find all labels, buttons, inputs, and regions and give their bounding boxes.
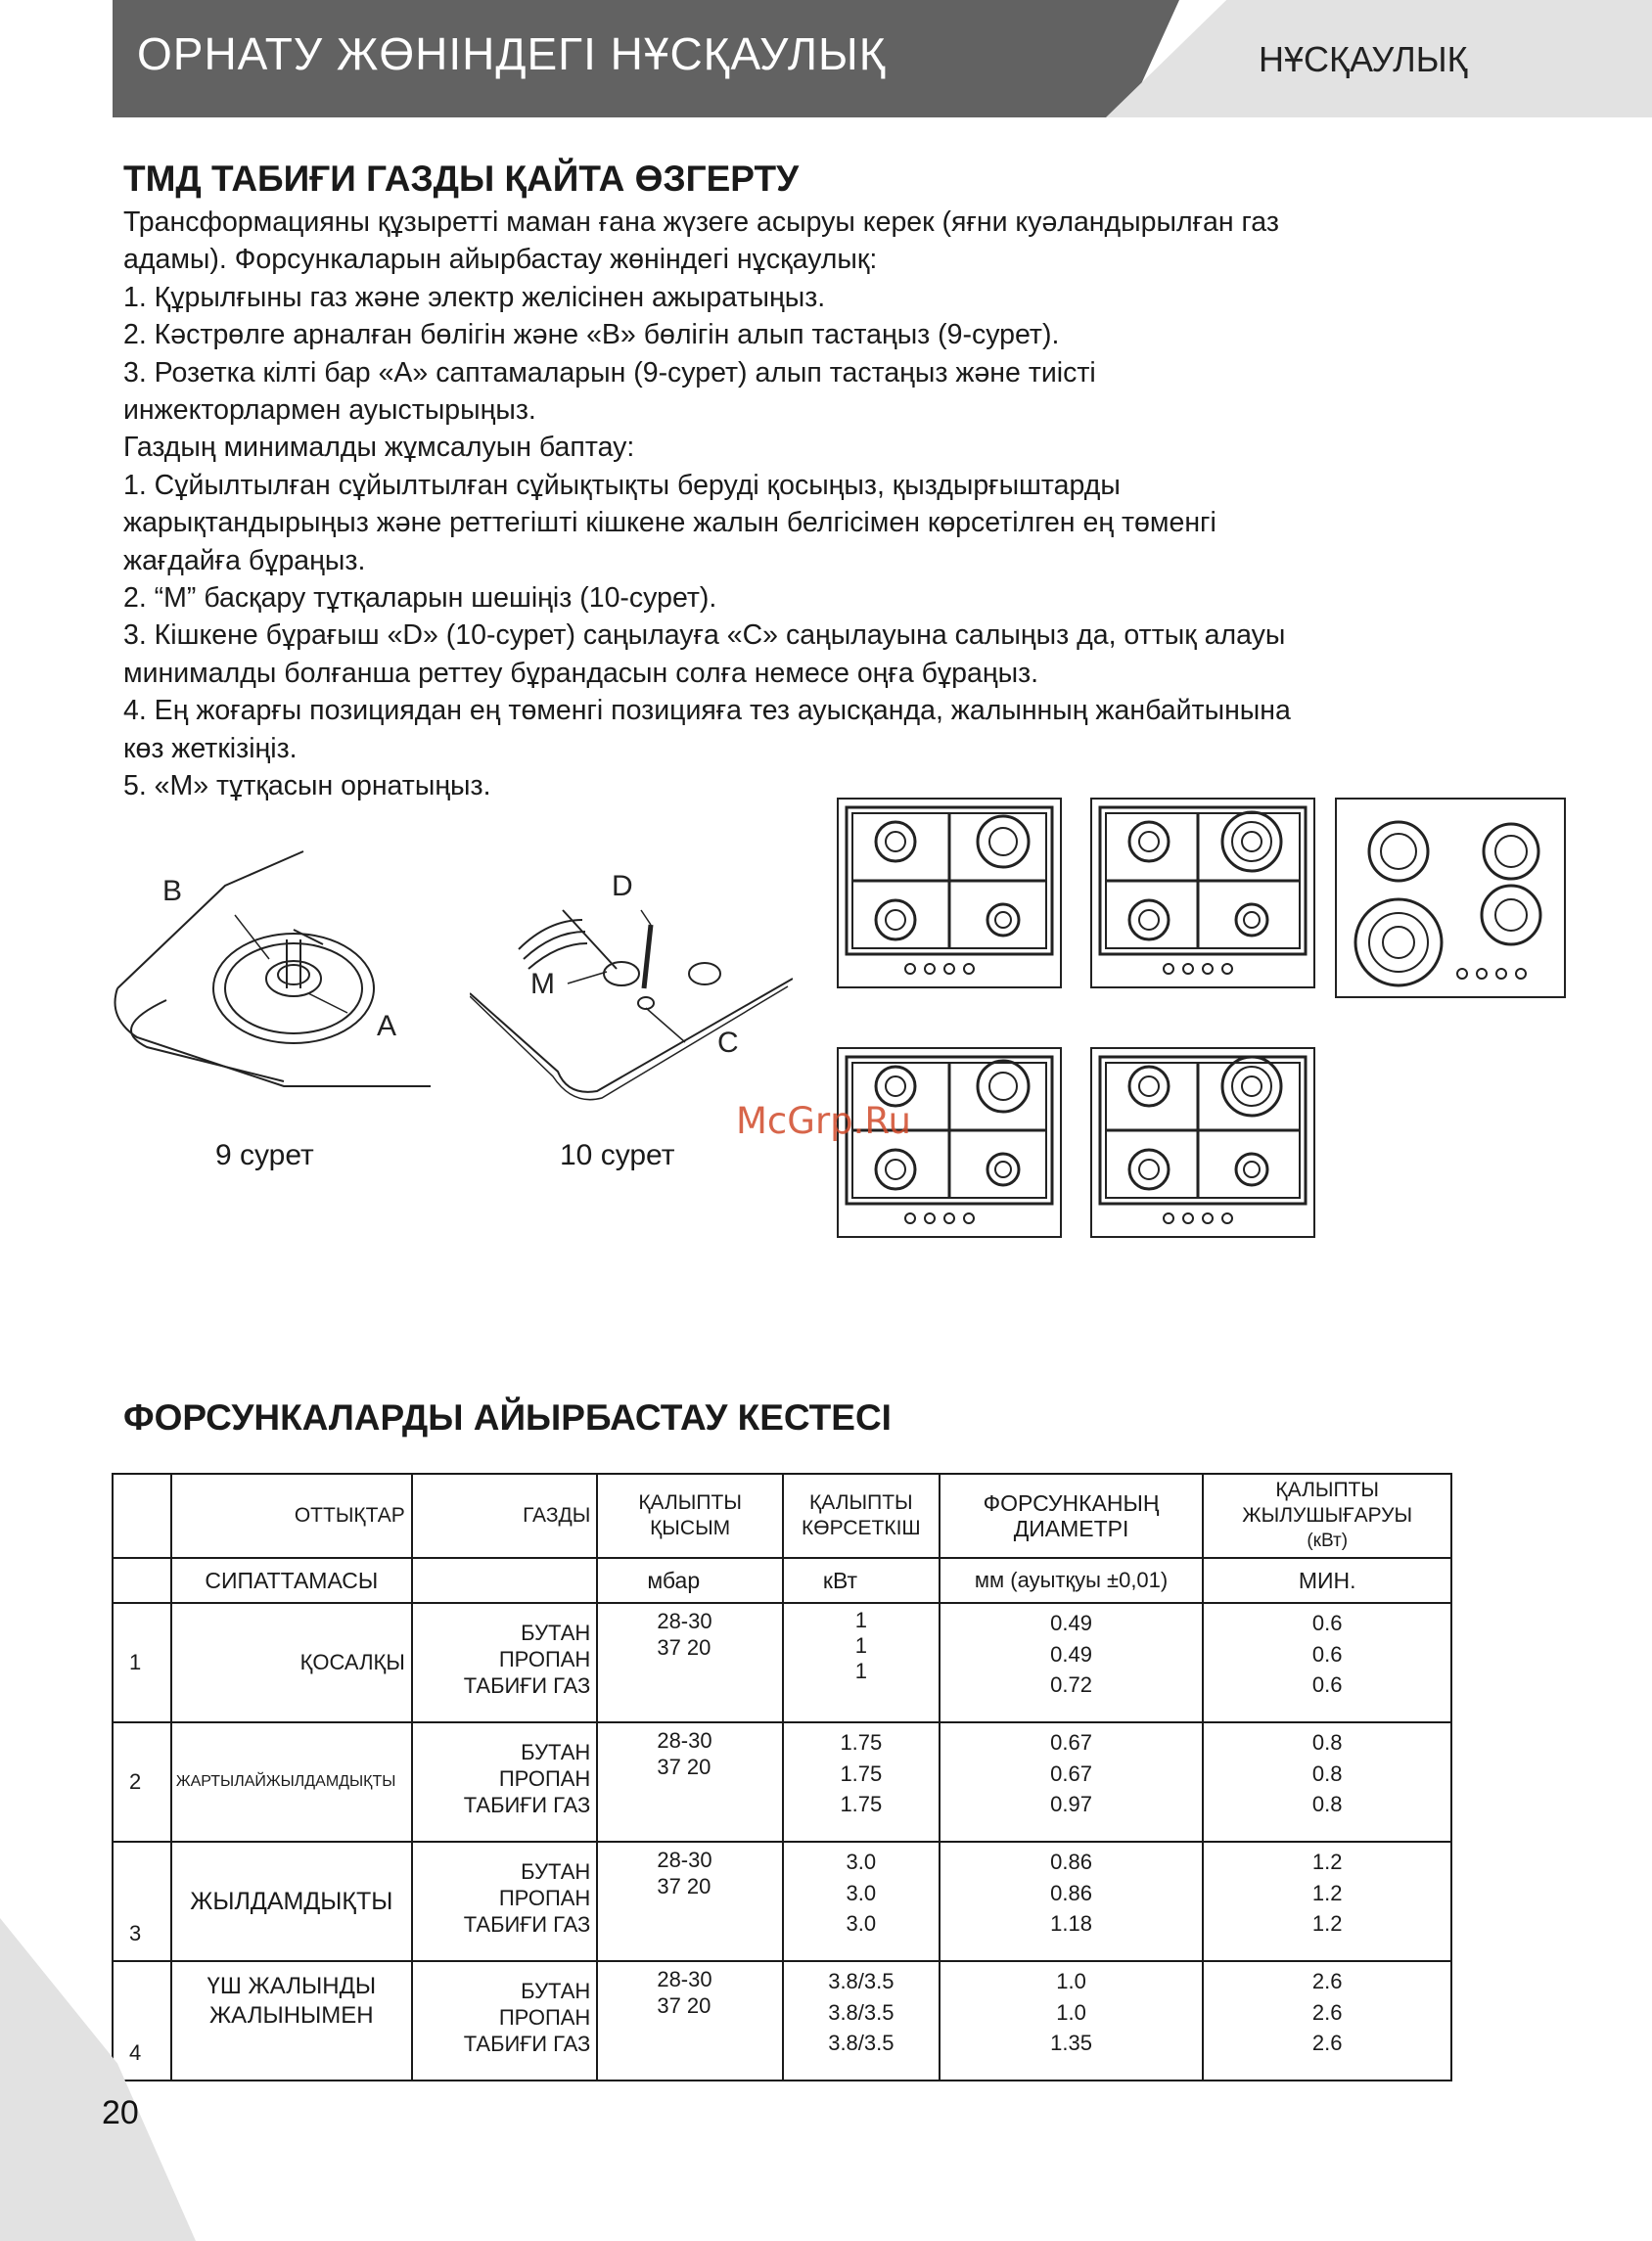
text-line: көз жеткізіңіз.: [123, 732, 298, 764]
table-row: [113, 1961, 1451, 2081]
diameters: 0.86 0.86 1.18: [940, 1842, 1204, 1961]
subheader-blank: [113, 1558, 171, 1603]
section-title-conversion: ТМД ТАБИҒИ ГАЗДЫ ҚАЙТА ӨЗГЕРТУ: [123, 159, 800, 199]
diameters: 0.67 0.67 0.97: [940, 1722, 1204, 1842]
header-title: ОРНАТУ ЖӨНІНДЕГІ НҰСҚАУЛЫҚ: [137, 28, 887, 79]
row-number: 1: [113, 1603, 171, 1722]
pressures: 28-30 37 20: [597, 1722, 783, 1842]
powers: 3.0 3.0 3.0: [783, 1842, 940, 1961]
burner-name: ЖАРТЫЛАЙЖЫЛДАМДЫҚТЫ: [171, 1722, 412, 1842]
text-line: 5. «М» тұтқасын орнатыңыз.: [123, 770, 491, 802]
cooktop-model-4: [837, 1047, 1062, 1238]
header-pressure: ҚАЛЫПТЫ ҚЫСЫМ: [597, 1474, 783, 1558]
powers: 1.75 1.75 1.75: [783, 1722, 940, 1842]
table-subheader-row: [113, 1558, 1451, 1603]
subheader-power-unit: кВт: [783, 1558, 940, 1603]
label-c: C: [717, 1027, 739, 1059]
header-power: ҚАЛЫПТЫ КӨРСЕТКІШ: [783, 1474, 940, 1558]
text-line: 3. Кішкене бұрағыш «D» (10-сурет) саңылауға «С» саңылауына салыңыз да, оттық алауы: [123, 619, 1286, 652]
nozzle-table: [112, 1473, 1452, 2081]
diameters: 1.0 1.0 1.35: [940, 1961, 1204, 2081]
figure-9-caption: 9 сурет: [215, 1139, 314, 1171]
row-number: 3: [113, 1842, 171, 1961]
figure-9-drawing: [108, 842, 431, 1096]
heat-output: 1.2 1.2 1.2: [1203, 1842, 1451, 1961]
header-heat: ҚАЛЫПТЫ ЖЫЛУШЫҒАРУЫ (кВт): [1203, 1474, 1451, 1558]
gas-types: БУТАН ПРОПАН ТАБИҒИ ГАЗ: [412, 1603, 598, 1722]
subheader-spec: СИПАТТАМАСЫ: [171, 1558, 412, 1603]
diameters: 0.49 0.49 0.72: [940, 1603, 1204, 1722]
burner-name: ҚОСАЛҚЫ: [171, 1603, 412, 1722]
label-d: D: [612, 871, 633, 902]
cooktop-model-1: [837, 798, 1062, 988]
heat-output: 2.6 2.6 2.6: [1203, 1961, 1451, 2081]
header-blank: [113, 1474, 171, 1558]
text-line: Газдың минималды жұмсалуын баптау:: [123, 432, 635, 464]
header-burners: ОТТЫҚТАР: [171, 1474, 412, 1558]
table-row: [113, 1603, 1451, 1722]
text-line: 4. Ең жоғарғы позициядан ең төменгі позицияға тез ауысқанда, жалынның жанбайтынына: [123, 695, 1291, 727]
pressures: 28-30 37 20: [597, 1603, 783, 1722]
subheader-pressure-unit: мбар: [597, 1558, 783, 1603]
gas-types: БУТАН ПРОПАН ТАБИҒИ ГАЗ: [412, 1961, 598, 2081]
pressures: 28-30 37 20: [597, 1961, 783, 2081]
cooktop-model-2: [1090, 798, 1315, 988]
subheader-diameter-unit: мм (ауытқуы ±0,01): [940, 1558, 1204, 1603]
text-line: 1. Сұйылтылған сұйылтылған сұйықтықты беруді қосыңыз, қыздырғыштарды: [123, 469, 1121, 501]
cooktop-model-5: [1090, 1047, 1315, 1238]
header-gas: ГАЗДЫ: [412, 1474, 598, 1558]
text-line: адамы). Форсункаларын айырбастау жөніндегі нұсқаулық:: [123, 244, 878, 276]
label-b: B: [162, 875, 183, 907]
watermark: McGrp.Ru: [736, 1100, 911, 1142]
heat-output: 0.8 0.8 0.8: [1203, 1722, 1451, 1842]
pressures: 28-30 37 20: [597, 1842, 783, 1961]
row-number: 2: [113, 1722, 171, 1842]
text-line: жағдайға бұраңыз.: [123, 544, 366, 576]
burner-name: ҮШ ЖАЛЫНДЫ ЖАЛЫНЫМЕН: [171, 1961, 412, 2081]
text-line: 2. “М” басқару тұтқаларын шешіңіз (10-сурет).: [123, 582, 717, 615]
burner-name: ЖЫЛДАМДЫҚТЫ: [171, 1842, 412, 1961]
text-line: инжекторлармен ауыстырыңыз.: [123, 394, 536, 427]
section-title-table: ФОРСУНКАЛАРДЫ АЙЫРБАСТАУ КЕСТЕСІ: [123, 1397, 892, 1438]
text-line: 3. Розетка кілті бар «А» саптамаларын (9-сурет) алып тастаңыз және тиісті: [123, 356, 1096, 389]
text-line: 2. Кәстрөлге арналған бөлігін және «В» бөлігін алып тастаңыз (9-сурет).: [123, 319, 1060, 351]
heat-output: 0.6 0.6 0.6: [1203, 1603, 1451, 1722]
row-number: 4: [113, 1961, 171, 2081]
table-header-row: [113, 1474, 1451, 1558]
subheader-heat-unit: МИН.: [1203, 1558, 1451, 1603]
text-line: 1. Құрылғыны газ және электр желісінен ажыратыңыз.: [123, 281, 826, 313]
table-row: [113, 1722, 1451, 1842]
text-line: Трансформацияны құзыретті маман ғана жүзеге асыруы керек (яғни куәландырылған газ: [123, 206, 1279, 238]
figure-10-caption: 10 сурет: [560, 1139, 675, 1171]
table-row: [113, 1842, 1451, 1961]
text-line: жарықтандырыңыз және реттегішті кішкене жалын белгісімен көрсетілген ең төменгі: [123, 507, 1216, 539]
text-line: минималды болғанша реттеу бұрандасын солға немесе оңға бұраңыз.: [123, 657, 1039, 689]
page-number: 20: [102, 2094, 139, 2131]
powers: 1 1 1: [783, 1603, 940, 1722]
gas-types: БУТАН ПРОПАН ТАБИҒИ ГАЗ: [412, 1722, 598, 1842]
header-diameter: ФОРСУНКАНЫҢ ДИАМЕТРІ: [940, 1474, 1204, 1558]
powers: 3.8/3.5 3.8/3.5 3.8/3.5: [783, 1961, 940, 2081]
label-a: A: [377, 1010, 397, 1042]
subheader-gas-blank: [412, 1558, 598, 1603]
label-m: M: [530, 968, 555, 1000]
gas-types: БУТАН ПРОПАН ТАБИҒИ ГАЗ: [412, 1842, 598, 1961]
instruction-text: [123, 204, 1474, 805]
figure-10-drawing: [470, 871, 793, 1106]
header-tab-label: НҰСҚАУЛЫҚ: [1259, 39, 1468, 79]
cooktop-model-3: [1335, 798, 1566, 998]
